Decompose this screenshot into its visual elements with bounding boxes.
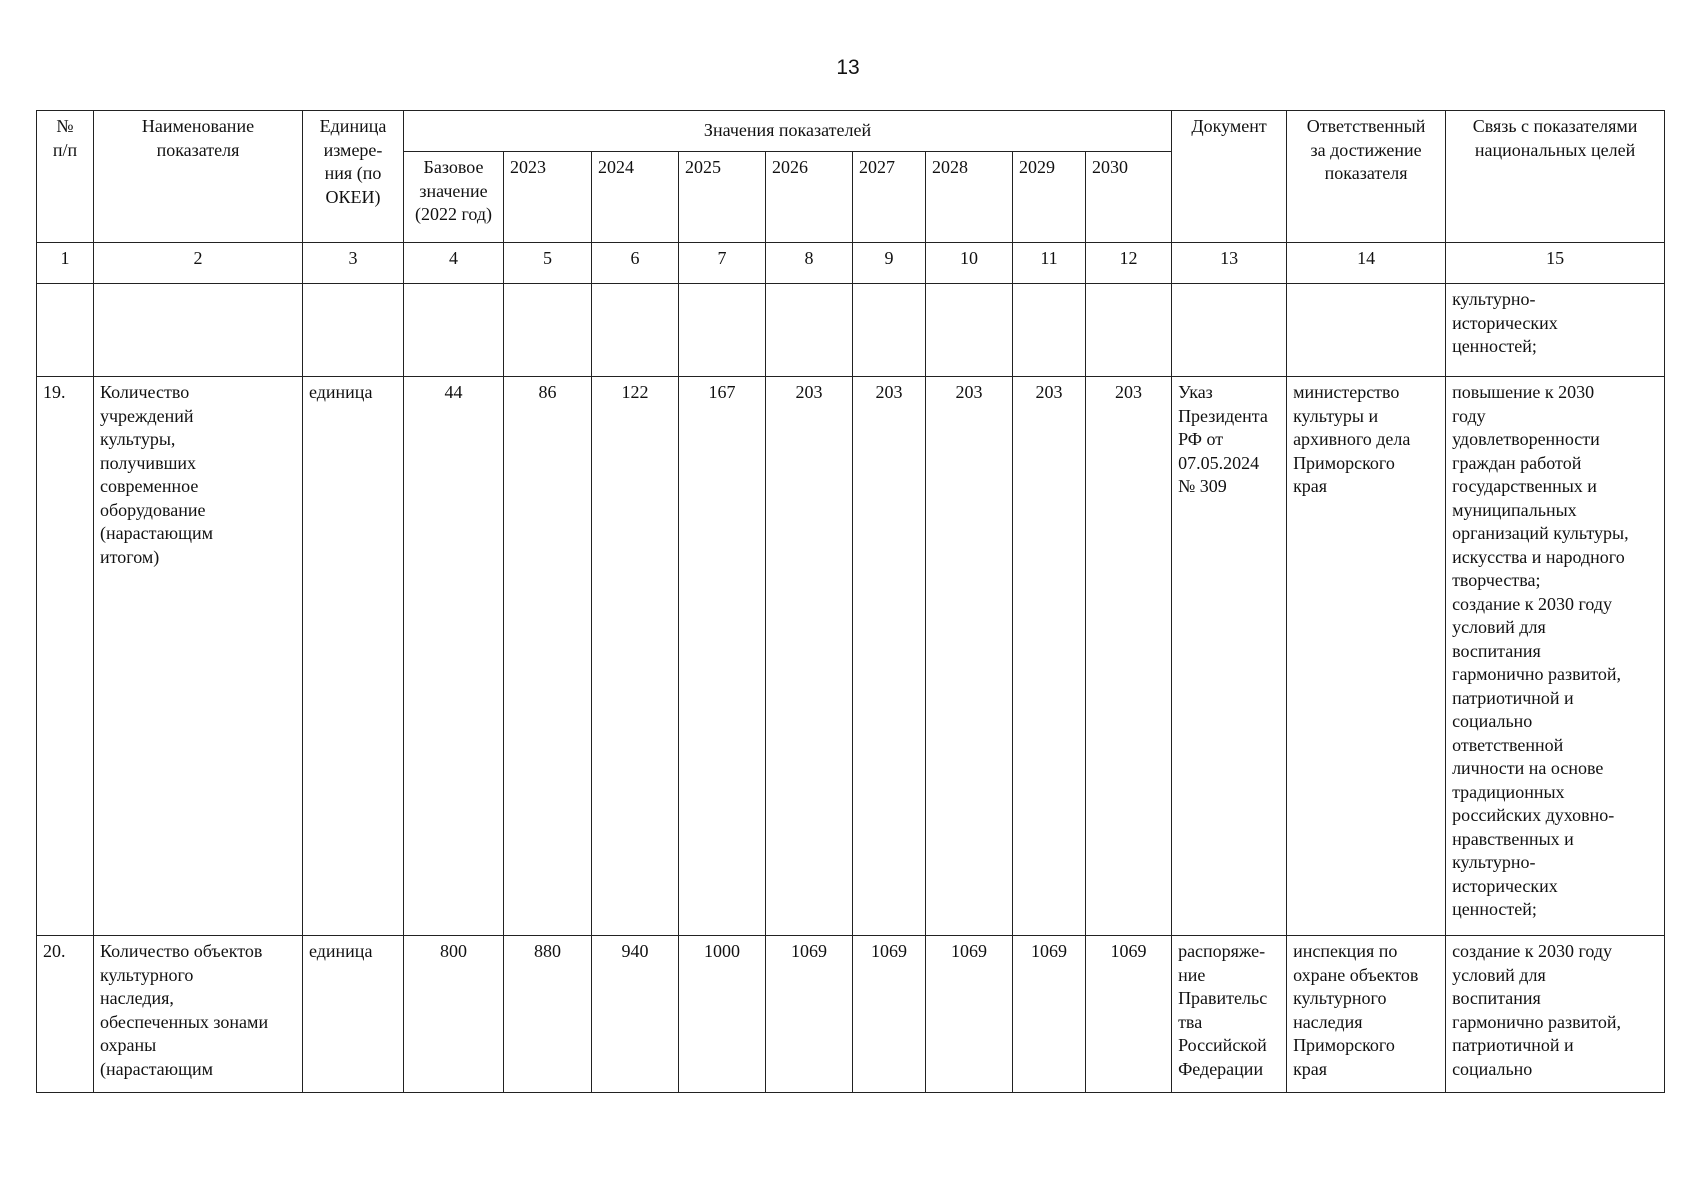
header-name: Наименование показателя	[94, 111, 303, 243]
table-row	[37, 377, 1665, 936]
cell-name: Количество учреждений культуры, получивших современное оборудование (нарастающим итогом)	[94, 377, 303, 936]
cell-base: 800	[404, 936, 504, 1093]
empty-cell	[303, 284, 404, 377]
cell-value: 1069	[853, 936, 926, 1093]
header-num: № п/п	[37, 111, 94, 243]
column-numbers-row	[37, 243, 1665, 284]
column-number: 2	[94, 243, 303, 284]
empty-cell	[853, 284, 926, 377]
header-year: 2028	[926, 152, 1013, 243]
empty-cell	[504, 284, 592, 377]
column-number: 14	[1287, 243, 1446, 284]
indicators-table	[36, 110, 1665, 1093]
cell-responsible: инспекция по охране объектов культурного наследия Приморского края	[1287, 936, 1446, 1093]
cell-num: 20.	[37, 936, 94, 1093]
cell-responsible: министерство культуры и архивного дела Приморского края	[1287, 377, 1446, 936]
column-number: 3	[303, 243, 404, 284]
empty-cell	[37, 284, 94, 377]
cell-value: 1069	[926, 936, 1013, 1093]
column-number: 9	[853, 243, 926, 284]
empty-cell	[404, 284, 504, 377]
column-number: 5	[504, 243, 592, 284]
cell-num: 19.	[37, 377, 94, 936]
cell-link: создание к 2030 году условий для воспитания гармонично развитой, патриотичной и социально	[1446, 936, 1665, 1093]
cell-value: 203	[766, 377, 853, 936]
cell-link: культурно- исторических ценностей;	[1446, 284, 1665, 377]
header-base: Базовое значение (2022 год)	[404, 152, 504, 243]
cell-value: 880	[504, 936, 592, 1093]
cell-name: Количество объектов культурного наследия, обеспеченных зонами охраны (нарастающим	[94, 936, 303, 1093]
table-row-continuation	[37, 284, 1665, 377]
column-number: 13	[1172, 243, 1287, 284]
empty-cell	[1086, 284, 1172, 377]
header-link: Связь с показателями национальных целей	[1446, 111, 1665, 243]
cell-value: 167	[679, 377, 766, 936]
cell-value: 122	[592, 377, 679, 936]
column-number: 15	[1446, 243, 1665, 284]
empty-cell	[926, 284, 1013, 377]
header-year: 2030	[1086, 152, 1172, 243]
column-number: 8	[766, 243, 853, 284]
header-document: Документ	[1172, 111, 1287, 243]
column-number: 10	[926, 243, 1013, 284]
header-year: 2024	[592, 152, 679, 243]
cell-value: 86	[504, 377, 592, 936]
column-number: 12	[1086, 243, 1172, 284]
cell-document: распоряже- ние Правительс тва Российской Федерации	[1172, 936, 1287, 1093]
cell-value: 203	[926, 377, 1013, 936]
header-unit: Единица измере- ния (по ОКЕИ)	[303, 111, 404, 243]
empty-cell	[1287, 284, 1446, 377]
empty-cell	[1172, 284, 1287, 377]
column-number: 7	[679, 243, 766, 284]
cell-document: Указ Президента РФ от 07.05.2024 № 309	[1172, 377, 1287, 936]
empty-cell	[766, 284, 853, 377]
cell-base: 44	[404, 377, 504, 936]
cell-value: 940	[592, 936, 679, 1093]
cell-link: повышение к 2030 году удовлетворенности граждан работой государственных и муниципальных организаций культуры, искусства и народного творчества; создание к 2030 году условий для воспитания гармонично развитой, патриотичной и социально ответственной личности на основе традиционных российских духовно- нравственных и культурно- исторических ценностей;	[1446, 377, 1665, 936]
cell-value: 1069	[766, 936, 853, 1093]
table-row	[37, 936, 1665, 1093]
cell-value: 1000	[679, 936, 766, 1093]
empty-cell	[94, 284, 303, 377]
cell-value: 203	[853, 377, 926, 936]
header-year: 2027	[853, 152, 926, 243]
header-year: 2026	[766, 152, 853, 243]
cell-unit: единица	[303, 377, 404, 936]
header-year: 2025	[679, 152, 766, 243]
cell-value: 203	[1086, 377, 1172, 936]
header-values-group: Значения показателей	[404, 111, 1172, 152]
header-year: 2029	[1013, 152, 1086, 243]
column-number: 11	[1013, 243, 1086, 284]
column-number: 6	[592, 243, 679, 284]
cell-value: 1069	[1086, 936, 1172, 1093]
empty-cell	[679, 284, 766, 377]
empty-cell	[1013, 284, 1086, 377]
cell-unit: единица	[303, 936, 404, 1093]
page-number: 13	[836, 56, 860, 79]
column-number: 4	[404, 243, 504, 284]
cell-value: 203	[1013, 377, 1086, 936]
empty-cell	[592, 284, 679, 377]
cell-value: 1069	[1013, 936, 1086, 1093]
header-row-top	[37, 111, 1665, 152]
header-responsible: Ответственный за достижение показателя	[1287, 111, 1446, 243]
header-year: 2023	[504, 152, 592, 243]
column-number: 1	[37, 243, 94, 284]
